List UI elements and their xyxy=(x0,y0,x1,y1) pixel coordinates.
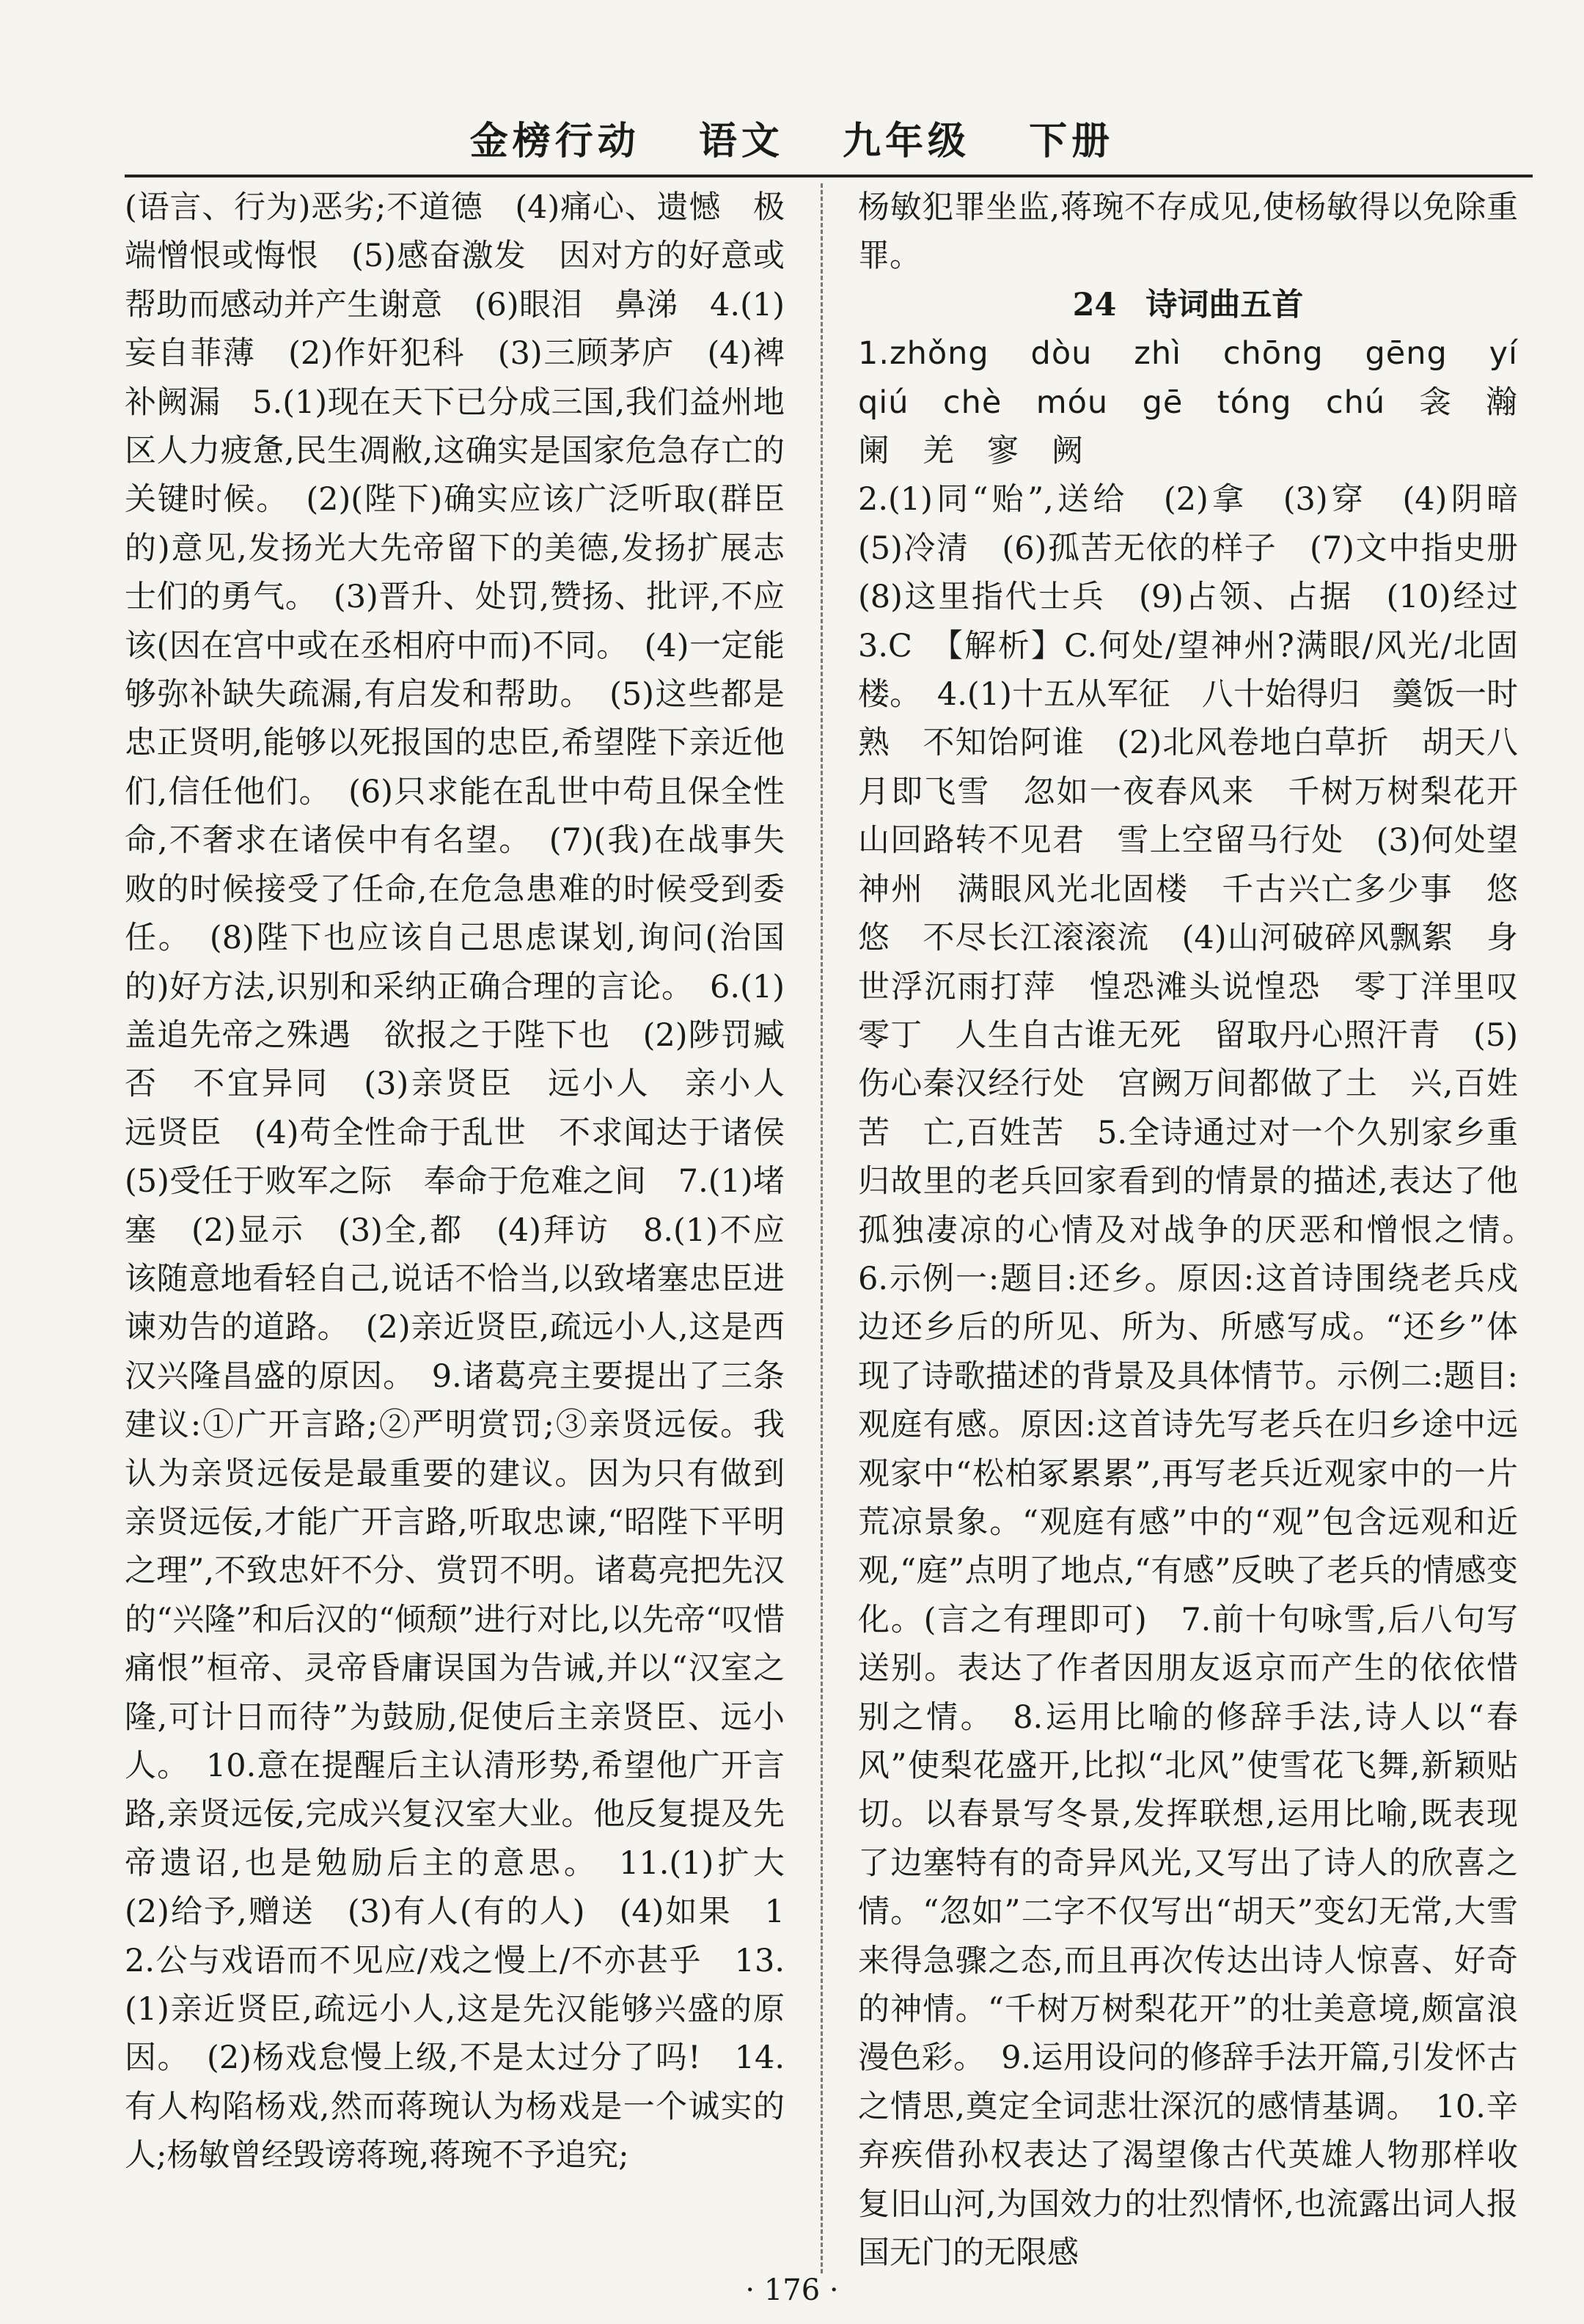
header-divider xyxy=(125,175,1533,177)
right-column xyxy=(858,183,1550,2277)
book-volume: 下册 xyxy=(1029,119,1115,164)
book-subject: 语文 xyxy=(698,119,784,164)
left-column xyxy=(125,183,816,2180)
left-column-text: (语言、行为)恶劣;不道德 (4)痛心、遗憾 极端憎恨或悔恨 (5)感奋激发 因对方的好意或帮助而感动并产生谢意 (6)眼泪 鼻涕 4.(1)妄自菲薄 (2)作奸犯科 (3)三顾茅庐 (4)裨补阙漏 5.(1)现在天下已分成三国,我们益州地区人力疲惫,民生凋敝,这确实是国家危急存亡的关键时候。 (2)(陛下)确实应该广泛听取(群臣的)意见,发扬光大先帝留下的美德,发扬扩展志士们的勇气。 (3)晋升、处罚,赞扬、批评,不应该(因在宫中或在丞相府中而)不同。 (4)一定能够弥补缺失疏漏,有启发和帮助。 (5)这些都是忠正贤明,能够以死报国的忠臣,希望陛下亲近他们,信任他们。 (6)只求能在乱世中苟且保全性命,不奢求在诸侯中有名望。 (7)(我)在战事失败的时候接受了任命,在危急患难的时候受到委任。 (8)陛下也应该自己思虑谋划,询问(治国的)好方法,识别和采纳正确合理的言论。 6.(1)盖追先帝之殊遇 欲报之于陛下也 (2)陟罚臧否 不宜异同 (3)亲贤臣 远小人 亲小人 远贤臣 (4)苟全性命于乱世 不求闻达于诸侯 (5)受任于败军之际 奉命于危难之间 7.(1)堵塞 (2)显示 (3)全,都 (4)拜访 8.(1)不应该随意地看轻自己,说话不恰当,以致堵塞忠臣进谏劝告的道路。 (2)亲近贤臣,疏远小人,这是西汉兴隆昌盛的原因。 9.诸葛亮主要提出了三条建议:①广开言路;②严明赏罚;③亲贤远佞。我认为亲贤远佞是最重要的建议。因为只有做到亲贤远佞,才能广开言路,听取忠谏,“昭陛下平明之理”,不致忠奸不分、赏罚不明。诸葛亮把先汉的“兴隆”和后汉的“倾颓”进行对比,以先帝“叹惜痛恨”桓帝、灵帝昏庸误国为告诫,并以“汉室之隆,可计日而待”为鼓励,促使后主亲贤臣、远小人。 10.意在提醒后主认清形势,希望他广开言路,亲贤远佞,完成兴复汉室大业。他反复提及先帝遗诏,也是勉励后主的意思。 11.(1)扩大 (2)给予,赠送 (3)有人(有的人) (4)如果 12.公与戏语而不见应/戏之慢上/不亦甚乎 13.(1)亲近贤臣,疏远小人,这是先汉能够兴盛的原因。 (2)杨戏怠慢上级,不是太过分了吗! 14.有人构陷杨戏,然而蒋琬认为杨戏是一个诚实的人;杨敏曾经毁谤蒋琬,蒋琬不予追究; xyxy=(125,189,816,2174)
book-grade: 九年级 xyxy=(843,119,971,164)
book-series: 金榜行动 xyxy=(469,119,640,164)
pinyin-answer: 1.zhǒng dòu zhì chōng gēng yí qiú chè móu gē tóng chú 衾 瀚 阑 羌 寥 阙 xyxy=(858,335,1550,470)
right-column-answers: 2.(1)同“贻”,送给 (2)拿 (3)穿 (4)阴暗 (5)冷清 (6)孤苦无依的样子 (7)文中指史册 (8)这里指代士兵 (9)占领、占据 (10)经过 3.C 【解析】C.何处/望神州?满眼/风光/北固楼。 4.(1)十五从军征 八十始得归 羹饭一时熟 不知饴阿谁 (2)北风卷地白草折 胡天八月即飞雪 忽如一夜春风来 千树万树梨花开 山回路转不见君 雪上空留马行处 (3)何处望神州 满眼风光北固楼 千古兴亡多少事 悠悠 不尽长江滚滚流 (4)山河破碎风飘絮 身世浮沉雨打萍 惶恐滩头说惶恐 零丁洋里叹零丁 人生自古谁无死 留取丹心照汗青 (5)伤心秦汉经行处 宫阙万间都做了土 兴,百姓苦 亡,百姓苦 5.全诗通过对一个久别家乡重归故里的老兵回家看到的情景的描述,表达了他孤独凄凉的心情及对战争的厌恶和憎恨之情。 6.示例一:题目:还乡。原因:这首诗围绕老兵戍边还乡后的所见、所为、所感写成。“还乡”体现了诗歌描述的背景及具体情节。示例二:题目:观庭有感。原因:这首诗先写老兵在归乡途中远观家中“松柏冢累累”,再写老兵近观家中的一片荒凉景象。“观庭有感”中的“观”包含远观和近观,“庭”点明了地点,“有感”反映了老兵的情感变化。(言之有理即可) 7.前十句咏雪,后八句写送别。表达了作者因朋友返京而产生的依依惜别之情。 8.运用比喻的修辞手法,诗人以“春风”使梨花盛开,比拟“北风”使雪花飞舞,新颖贴切。以春景写冬景,发挥联想,运用比喻,既表现了边塞特有的奇异风光,又写出了诗人的欣喜之情。“忽如”二字不仅写出“胡天”变幻无常,大雪来得急骤之态,而且再次传达出诗人惊喜、好奇的神情。“千树万树梨花开”的壮美意境,颇富浪漫色彩。 9.运用设问的修辞手法开篇,引发怀古之情思,奠定全词悲壮深沉的感情基调。 10.辛弃疾借孙权表达了渴望像古代英雄人物那样收复旧山河,为国效力的壮烈情怀,也流露出词人报国无门的无限感 xyxy=(858,481,1550,2272)
continued-answer-text: 杨敏犯罪坐监,蒋琬不存成见,使杨敏得以免除重罪。 xyxy=(858,189,1518,275)
section-title: 诗词曲五首 xyxy=(1145,286,1304,323)
page-number: · 176 · xyxy=(745,2273,839,2307)
page-header xyxy=(0,110,1584,165)
section-heading xyxy=(858,281,1518,329)
column-divider xyxy=(821,183,823,2273)
section-number: 24 xyxy=(1072,286,1117,323)
